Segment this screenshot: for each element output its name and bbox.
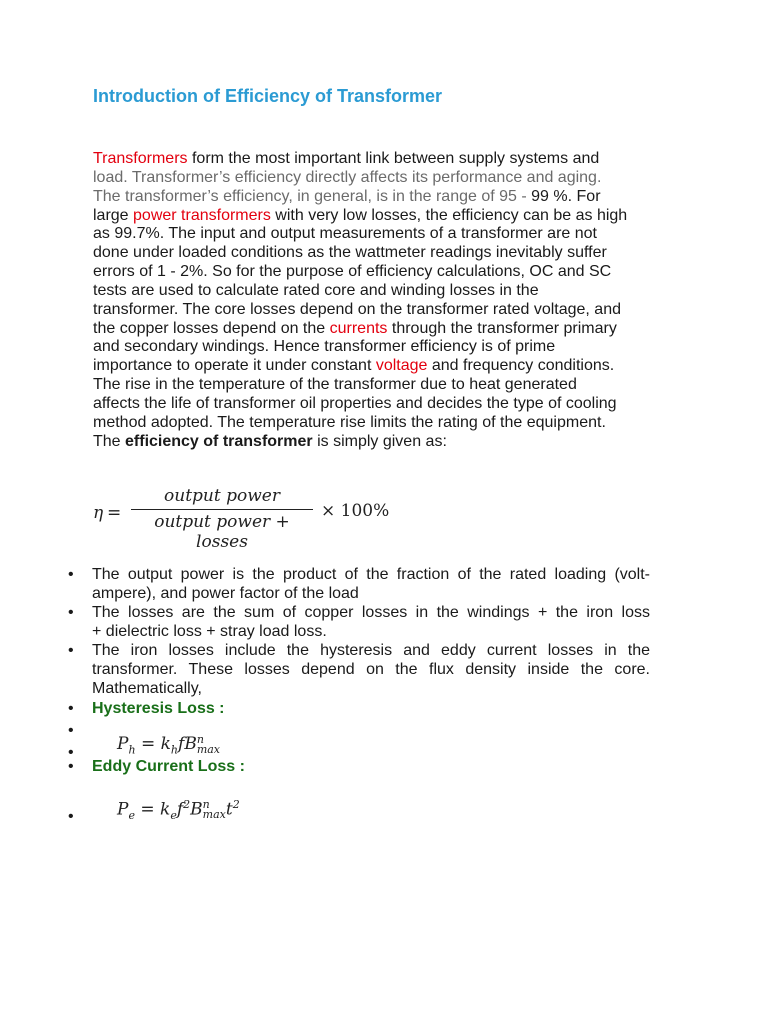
link-power-transformers[interactable]: power transformers [133, 206, 271, 224]
text-span: and frequency conditions. [427, 357, 615, 375]
eddy-current-loss-label: Eddy Current Loss : [92, 758, 245, 775]
list-item [68, 566, 675, 604]
bullet-icon: • [68, 722, 74, 739]
list-item [68, 642, 675, 699]
math-subscript: e [170, 809, 177, 823]
math-subscript: e [128, 809, 135, 823]
bullet-icon: • [68, 744, 74, 761]
paragraph-line: as 99.7%. The input and output measurements of a transformer are not [93, 225, 597, 243]
eta-symbol: η [93, 503, 104, 523]
intro-paragraph [93, 150, 675, 452]
math-subscript: h [128, 743, 136, 757]
paragraph-line: load. Transformer’s efficiency directly affects its performance and aging. [93, 168, 602, 186]
list-item-text [92, 642, 650, 699]
text-line: Mathematically, [92, 679, 202, 697]
paragraph-line: affects the life of transformer oil properties and decides the type of cooling [93, 394, 617, 412]
math-symbol: t [225, 799, 233, 820]
paragraph-line [93, 357, 675, 376]
eddy-current-equation [117, 798, 240, 822]
paragraph-line: tests are used to calculate rated core and winding losses in the [93, 281, 539, 299]
paragraph-line [93, 207, 675, 226]
math-scripts [203, 800, 226, 820]
bullet-icon: • [68, 566, 74, 583]
math-symbol: P [117, 734, 129, 754]
math-operator: = [135, 734, 161, 754]
math-symbol: k [160, 799, 171, 820]
fraction [131, 486, 313, 552]
paragraph-line: done under loaded conditions as the wattmeter readings inevitably suffer [93, 244, 607, 262]
math-superscript: 2 [232, 798, 240, 811]
math-superscript: 2 [183, 798, 191, 811]
text-span: large [93, 206, 134, 224]
denominator: output power + losses [154, 512, 290, 552]
page-title: Introduction of Efficiency of Transformer [93, 86, 443, 106]
bullet-icon: • [68, 700, 74, 717]
text-line: The losses are the sum of copper losses in the windings + the iron loss [92, 604, 650, 621]
math-subscript: max [196, 742, 221, 756]
text-line: The iron losses include the hysteresis and eddy current losses in the [92, 642, 650, 659]
bullet-icon: • [68, 642, 74, 659]
text-span: 99 %. For [531, 187, 601, 205]
text-span: the copper losses depend on the [93, 319, 330, 337]
numerator: output power [164, 486, 280, 506]
math-symbol: B [190, 799, 203, 820]
paragraph-line [93, 150, 675, 169]
math-symbol: k [160, 734, 171, 754]
math-symbol: P [117, 799, 129, 820]
text-span: importance to operate it under constant [93, 357, 376, 375]
text-line: + dielectric loss + stray load loss. [92, 622, 327, 640]
bullet-icon: • [68, 808, 74, 825]
equals-sign: = [107, 503, 122, 523]
math-operator: = [134, 799, 161, 820]
hysteresis-equation [117, 734, 220, 756]
text-line: ampere), and power factor of the load [92, 584, 359, 602]
paragraph-line: errors of 1 - 2%. So for the purpose of efficiency calculations, OC and SC [93, 263, 612, 281]
bold-term: efficiency of transformer [125, 432, 313, 450]
list-item [68, 758, 675, 777]
bullet-icon: • [68, 758, 74, 775]
list-item-text [92, 604, 650, 642]
paragraph-line: The rise in the temperature of the transformer due to heat generated [93, 376, 577, 394]
paragraph-line [93, 320, 675, 339]
math-subscript: max [202, 808, 226, 822]
math-subscript: h [170, 743, 179, 757]
math-scripts [196, 732, 221, 756]
math-superscript: n [202, 798, 210, 812]
math-superscript: n [196, 732, 204, 746]
list-item [68, 604, 675, 642]
paragraph-line: transformer. The core losses depend on the transformer rated voltage, and [93, 300, 621, 318]
link-transformers[interactable]: Transformers [93, 150, 188, 167]
math-symbol: B [184, 734, 197, 754]
link-voltage[interactable]: voltage [375, 357, 428, 375]
text-span: through the transformer primary [387, 319, 617, 337]
text-span: The transformer’s efficiency, in general, is in the range of 95 - [93, 187, 532, 205]
math-symbol: f [178, 734, 185, 754]
list-item-text [92, 566, 650, 604]
bullet-icon: • [68, 604, 74, 621]
paragraph-line [93, 433, 675, 452]
text-line: transformer. These losses depend on the flux density inside the core. [92, 660, 650, 678]
paragraph-line: method adopted. The temperature rise limits the rating of the equipment. [93, 413, 606, 431]
text-span: is simply given as: [312, 432, 447, 450]
text-span: with very low losses, the efficiency can be as high [270, 206, 628, 224]
paragraph-line: and secondary windings. Hence transformer efficiency is of prime [93, 338, 556, 356]
times-100-percent: × 100% [321, 501, 390, 521]
math-symbol: f [176, 799, 184, 820]
link-currents[interactable]: currents [329, 319, 388, 337]
list-item [68, 700, 675, 719]
text-line: The output power is the product of the fraction of the rated loading (volt- [92, 566, 650, 583]
paragraph-line [93, 188, 675, 207]
hysteresis-loss-label: Hysteresis Loss : [92, 700, 225, 717]
text-span: form the most important link between supply systems and [187, 150, 600, 167]
text-span: The [93, 432, 126, 450]
